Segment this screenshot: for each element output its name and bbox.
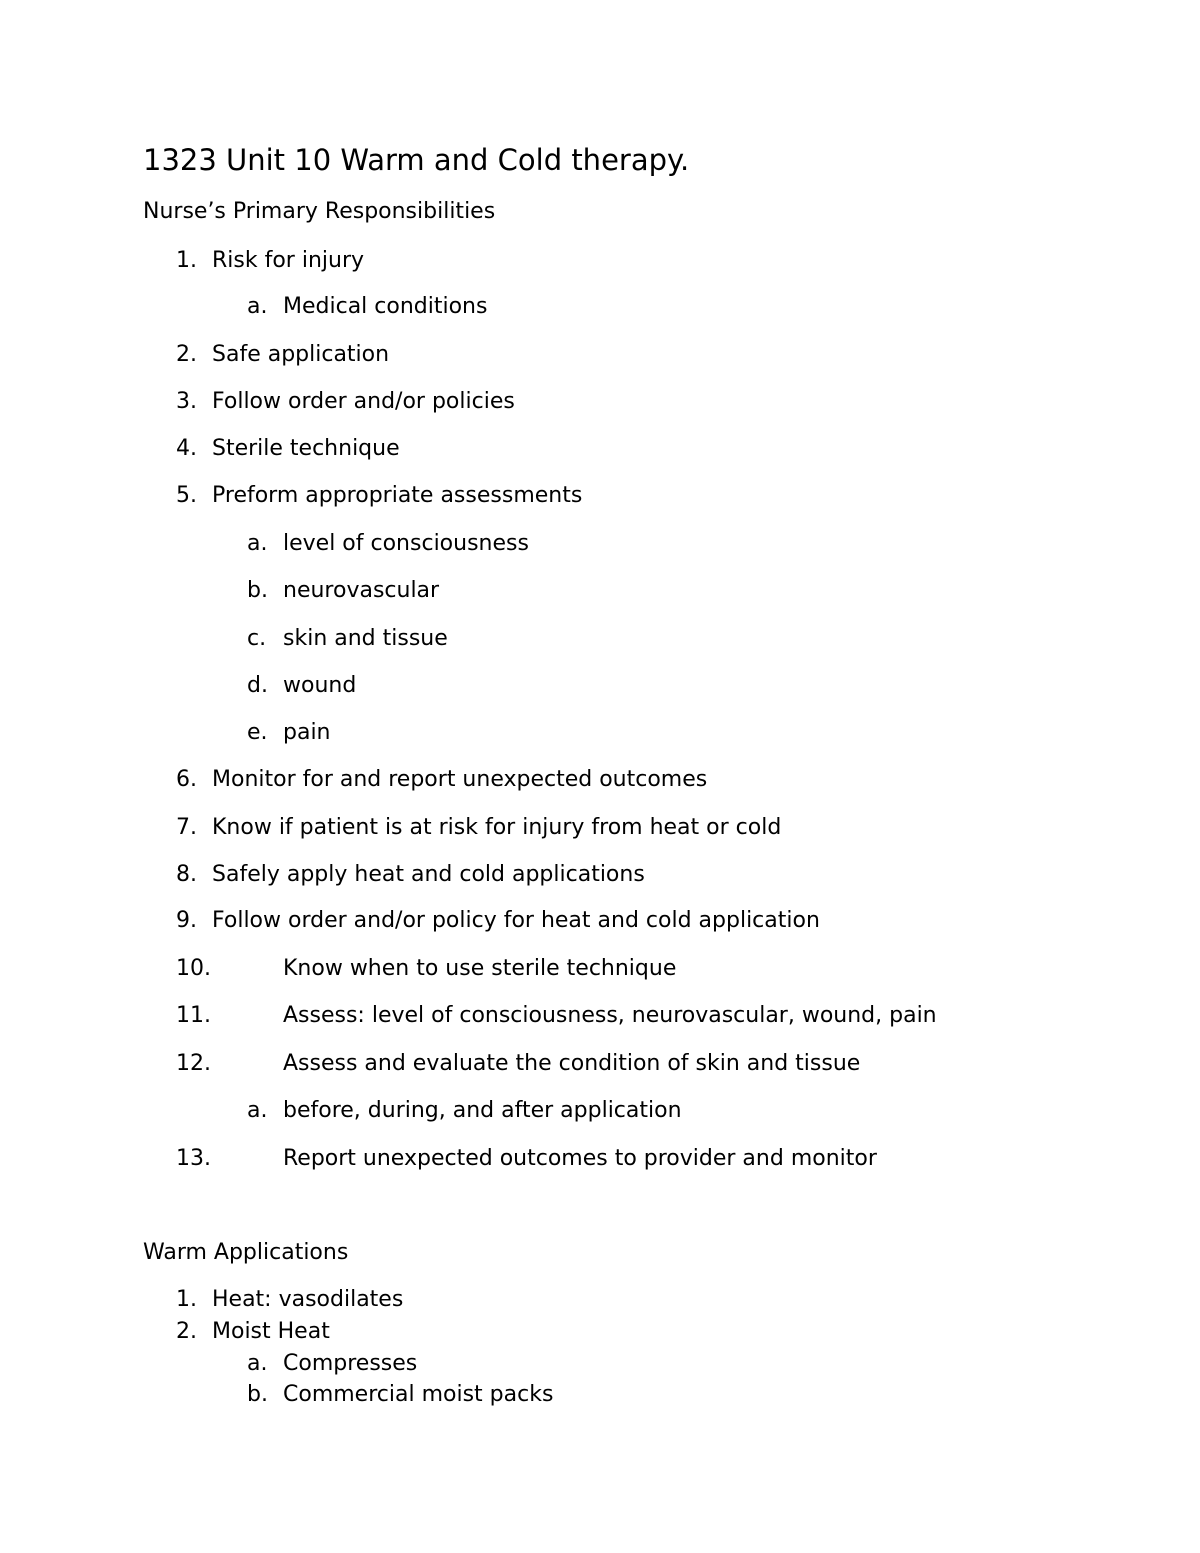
list-marker: 4.: [176, 436, 197, 461]
list-text: Moist Heat: [212, 1319, 330, 1344]
list-text: Commercial moist packs: [283, 1382, 554, 1407]
list-text: Know when to use sterile technique: [283, 956, 677, 981]
list-marker: 1.: [176, 1287, 197, 1312]
list-text: Compresses: [283, 1351, 418, 1376]
list-marker: 10.: [176, 956, 211, 981]
document-title: 1323 Unit 10 Warm and Cold therapy.: [143, 143, 690, 177]
list-marker: b.: [247, 1382, 268, 1407]
list-text: Assess: level of consciousness, neurovascular, wound, pain: [283, 1003, 937, 1028]
list-marker: 2.: [176, 342, 197, 367]
list-text: Safely apply heat and cold applications: [212, 862, 645, 887]
list-text: pain: [283, 720, 331, 745]
list-text: Risk for injury: [212, 248, 365, 273]
list-marker: 1.: [176, 248, 197, 273]
list-text: wound: [283, 673, 357, 698]
list-text: Report unexpected outcomes to provider and monitor: [283, 1146, 877, 1171]
list-marker: 6.: [176, 767, 197, 792]
list-marker: 13.: [176, 1146, 211, 1171]
list-text: Follow order and/or policies: [212, 389, 515, 414]
section-heading-warm-applications: Warm Applications: [143, 1240, 349, 1265]
list-marker: 9.: [176, 908, 197, 933]
list-marker: 3.: [176, 389, 197, 414]
list-text: neurovascular: [283, 578, 440, 603]
list-marker: e.: [247, 720, 268, 745]
list-text: Know if patient is at risk for injury from heat or cold: [212, 815, 782, 840]
list-text: Monitor for and report unexpected outcomes: [212, 767, 708, 792]
list-marker: a.: [247, 1098, 268, 1123]
list-marker: d.: [247, 673, 268, 698]
list-text: Follow order and/or policy for heat and cold application: [212, 908, 820, 933]
list-text: skin and tissue: [283, 626, 448, 651]
section-heading-responsibilities: Nurse’s Primary Responsibilities: [143, 199, 496, 224]
list-marker: c.: [247, 626, 267, 651]
list-text: Heat: vasodilates: [212, 1287, 404, 1312]
list-marker: 7.: [176, 815, 197, 840]
list-text: level of consciousness: [283, 531, 529, 556]
list-marker: 8.: [176, 862, 197, 887]
list-marker: b.: [247, 578, 268, 603]
list-text: before, during, and after application: [283, 1098, 682, 1123]
list-marker: a.: [247, 294, 268, 319]
list-marker: 5.: [176, 483, 197, 508]
list-marker: 11.: [176, 1003, 211, 1028]
list-text: Safe application: [212, 342, 390, 367]
list-text: Assess and evaluate the condition of skin and tissue: [283, 1051, 861, 1076]
list-text: Sterile technique: [212, 436, 400, 461]
list-marker: 2.: [176, 1319, 197, 1344]
list-text: Preform appropriate assessments: [212, 483, 583, 508]
list-marker: a.: [247, 531, 268, 556]
list-text: Medical conditions: [283, 294, 488, 319]
list-marker: a.: [247, 1351, 268, 1376]
list-marker: 12.: [176, 1051, 211, 1076]
